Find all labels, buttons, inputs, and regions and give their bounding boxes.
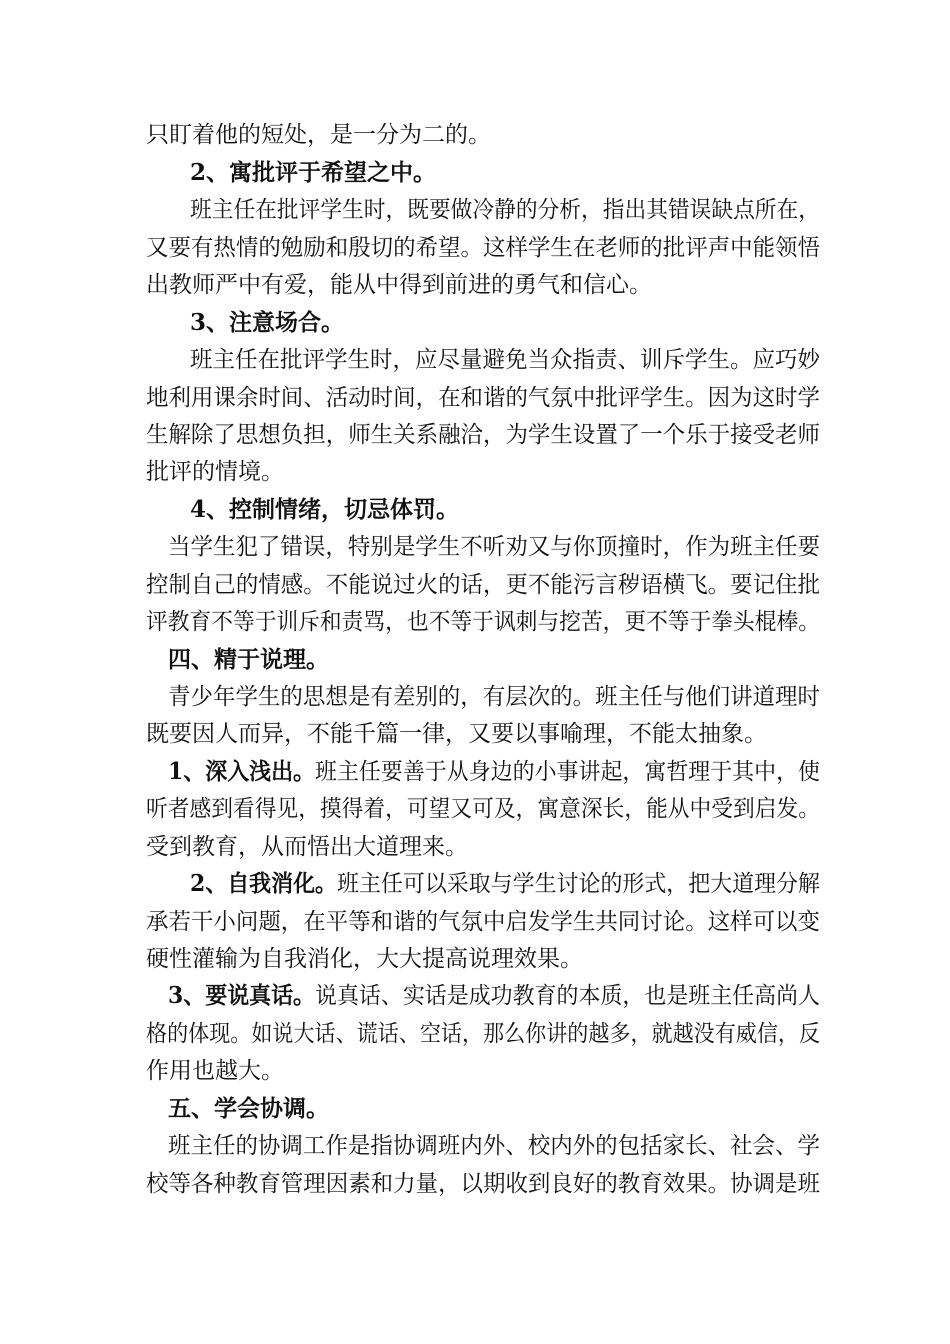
paragraph-line: 硬性灌输为自我消化，大大提高说理效果。 — [146, 946, 583, 972]
paragraph-line: 班主任在批评学生时，应尽量避免当众指责、训斥学生。应巧妙 — [190, 347, 821, 373]
paragraph-line: 班主任的协调工作是指协调班内外、校内外的包括家长、社会、学 — [168, 1133, 820, 1159]
paragraph-line: 承若干小问题，在平等和谐的气氛中启发学生共同讨论。这样可以变 — [146, 909, 820, 935]
paragraph-line: 地利用课余时间、活动时间，在和谐的气氛中批评学生。因为这时学 — [146, 385, 820, 411]
paragraph-line: 格的体现。如说大话、谎话、空话，那么你讲的越多，就越没有威信，反 — [146, 1021, 821, 1047]
inline-text: 说真话、实话是成功教育的本质，也是班主任高尚人 — [315, 983, 821, 1009]
section-heading: 2、寓批评于希望之中。 — [190, 159, 437, 186]
section-heading: 四、精于说理。 — [168, 646, 329, 673]
paragraph-line: 批评的情境。 — [146, 459, 284, 485]
paragraph-line: 控制自己的情感。不能说过火的话，更不能污言秽语横飞。要记住批 — [146, 572, 820, 598]
inline-text: 班主任可以采取与学生讨论的形式，把大道理分解 — [337, 871, 820, 897]
paragraph-line: 评教育不等于训斥和责骂，也不等于讽刺与挖苦，更不等于拳头棍棒。 — [146, 609, 820, 635]
paragraph-line: 生解除了思想负担，师生关系融洽，为学生设置了一个乐于接受老师 — [146, 422, 820, 448]
inline-heading: 3、要说真话。 — [168, 982, 316, 1009]
paragraph-line: 当学生犯了错误，特别是学生不听劝又与你顶撞时，作为班主任要 — [168, 534, 820, 560]
paragraph-line: 校等各种教育管理因素和力量，以期收到良好的教育效果。协调是班 — [146, 1171, 820, 1197]
paragraph-line: 既要因人而异，不能千篇一律，又要以事喻理，不能太抽象。 — [146, 721, 767, 747]
inline-heading: 2、自我消化。 — [190, 870, 338, 897]
section-heading: 3、注意场合。 — [190, 309, 345, 336]
paragraph-line: 出教师严中有爱，能从中得到前进的勇气和信心。 — [146, 272, 652, 298]
paragraph-line — [168, 758, 820, 786]
paragraph-line: 作用也越大。 — [146, 1058, 284, 1084]
paragraph-line — [168, 982, 820, 1010]
inline-text: 班主任要善于从身边的小事讲起，寓哲理于其中，使 — [315, 759, 821, 785]
paragraph-line — [190, 870, 820, 898]
paragraph-line: 听者感到看得见，摸得着，可望又可及，寓意深长，能从中受到启发。 — [146, 796, 820, 822]
paragraph-line: 又要有热情的勉励和殷切的希望。这样学生在老师的批评声中能领悟 — [146, 235, 820, 261]
paragraph-line: 青少年学生的思想是有差别的，有层次的。班主任与他们讲道理时 — [168, 684, 820, 710]
paragraph-line: 受到教育，从而悟出大道理来。 — [146, 834, 468, 860]
paragraph-line: 只盯着他的短处，是一分为二的。 — [146, 122, 491, 148]
inline-heading: 1、深入浅出。 — [168, 758, 316, 785]
section-heading: 4、控制情绪，切忌体罚。 — [190, 496, 460, 523]
section-heading: 五、学会协调。 — [168, 1095, 329, 1122]
paragraph-line: 班主任在批评学生时，既要做冷静的分析，指出其错误缺点所在， — [190, 197, 820, 223]
